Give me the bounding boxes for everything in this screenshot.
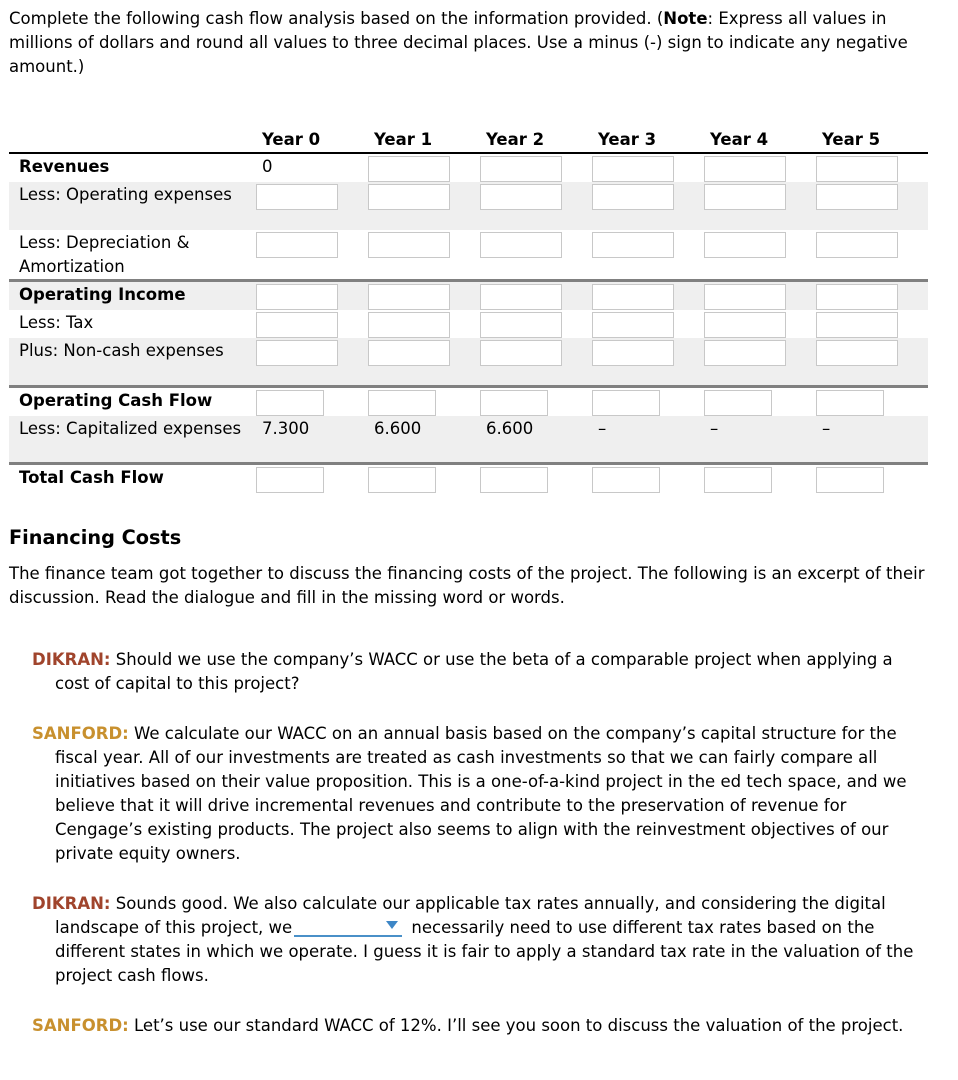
opex-year-3-input[interactable] bbox=[592, 184, 674, 210]
instructions-text: Complete the following cash flow analysis based on the information provided. ( bbox=[9, 9, 664, 28]
capex-year-2-value: 6.600 bbox=[480, 416, 592, 464]
row-capitalized-expenses bbox=[9, 416, 928, 464]
row-label: Less: Depreciation & Amortization bbox=[19, 233, 190, 276]
dialogue-text: Sounds good. We also calculate our applicable tax rates annually, and considering the digital landscape of this project, we bbox=[55, 894, 886, 937]
dialogue-line-4 bbox=[32, 1014, 922, 1038]
capex-year-1-value: 6.600 bbox=[368, 416, 480, 464]
dialogue-line-3 bbox=[32, 892, 922, 988]
table-header-row bbox=[9, 126, 928, 153]
dialogue-text: We calculate our WACC on an annual basis based on the company’s capital structure for the fiscal year. All of our investments are treated as cash investments so that we can fairly compare all initiatives based on their value proposition. This is a one-of-a-kind project in the ed tech space, and we believe that it will drive incremental revenues and contribute to the preservation of revenue for Cengage’s existing products. The project also seems to align with the reinvestment objectives of our private equity owners. bbox=[55, 724, 907, 863]
dep-year-3-input[interactable] bbox=[592, 232, 674, 258]
header-year-1: Year 1 bbox=[368, 126, 480, 153]
row-non-cash-expenses bbox=[9, 338, 928, 386]
header-year-3: Year 3 bbox=[592, 126, 704, 153]
revenues-year-4-input[interactable] bbox=[704, 156, 786, 182]
note-label: Note bbox=[663, 9, 708, 28]
noncash-year-0-input[interactable] bbox=[256, 340, 338, 366]
row-depreciation-amortization bbox=[9, 230, 928, 281]
speaker-dikran: DIKRAN: bbox=[32, 894, 111, 913]
row-label: Total Cash Flow bbox=[9, 464, 256, 494]
noncash-year-2-input[interactable] bbox=[480, 340, 562, 366]
tax-year-0-input[interactable] bbox=[256, 312, 338, 338]
answer-dropdown[interactable] bbox=[294, 917, 402, 937]
row-revenues bbox=[9, 153, 928, 182]
dep-year-4-input[interactable] bbox=[704, 232, 786, 258]
cash-flow-table bbox=[9, 126, 928, 493]
row-label: Operating Income bbox=[9, 281, 256, 311]
dialogue-text-cont: necessarily need to use different tax rates based on the different states in which we operate. I guess it is fair to apply a standard tax rate in the valuation of the project cash flows. bbox=[55, 918, 914, 985]
row-label: Plus: Non-cash expenses bbox=[9, 338, 256, 386]
tcf-year-1-input[interactable] bbox=[368, 467, 436, 493]
dep-year-2-input[interactable] bbox=[480, 232, 562, 258]
revenues-year-1-input[interactable] bbox=[368, 156, 450, 182]
dropdown-caret-icon bbox=[386, 921, 398, 929]
ocf-year-5-input[interactable] bbox=[816, 390, 884, 416]
instructions bbox=[9, 7, 939, 79]
opinc-year-1-input[interactable] bbox=[368, 284, 450, 310]
header-label-blank bbox=[9, 126, 256, 153]
tax-year-1-input[interactable] bbox=[368, 312, 450, 338]
opex-year-5-input[interactable] bbox=[816, 184, 898, 210]
opinc-year-0-input[interactable] bbox=[256, 284, 338, 310]
opex-year-0-input[interactable] bbox=[256, 184, 338, 210]
header-year-2: Year 2 bbox=[480, 126, 592, 153]
dialogue-line-2 bbox=[32, 722, 922, 866]
financing-costs-description: The finance team got together to discuss the financing costs of the project. The following is an excerpt of their discussion. Read the dialogue and fill in the missing word or words. bbox=[9, 564, 925, 607]
header-year-4: Year 4 bbox=[704, 126, 816, 153]
tcf-year-4-input[interactable] bbox=[704, 467, 772, 493]
instructions-text-cont: : Express all values in millions of dollars and round all values to three decimal places. Use a minus (-) sign to indicate any negative amount.) bbox=[9, 9, 908, 76]
opinc-year-3-input[interactable] bbox=[592, 284, 674, 310]
opex-year-4-input[interactable] bbox=[704, 184, 786, 210]
speaker-dikran: DIKRAN: bbox=[32, 650, 111, 669]
speaker-sanford: SANFORD: bbox=[32, 724, 129, 743]
noncash-year-4-input[interactable] bbox=[704, 340, 786, 366]
row-total-cash-flow bbox=[9, 464, 928, 494]
noncash-year-3-input[interactable] bbox=[592, 340, 674, 366]
tcf-year-5-input[interactable] bbox=[816, 467, 884, 493]
dialogue-text: Should we use the company’s WACC or use the beta of a comparable project when applying a cost of capital to this project? bbox=[55, 650, 893, 693]
tax-year-2-input[interactable] bbox=[480, 312, 562, 338]
tax-year-5-input[interactable] bbox=[816, 312, 898, 338]
capex-year-5-value: – bbox=[816, 416, 928, 464]
revenues-year-3-input[interactable] bbox=[592, 156, 674, 182]
row-label: Less: Operating expenses bbox=[9, 182, 256, 230]
dep-year-1-input[interactable] bbox=[368, 232, 450, 258]
capex-year-3-value: – bbox=[592, 416, 704, 464]
row-operating-income bbox=[9, 281, 928, 311]
ocf-year-0-input[interactable] bbox=[256, 390, 324, 416]
tcf-year-2-input[interactable] bbox=[480, 467, 548, 493]
noncash-year-1-input[interactable] bbox=[368, 340, 450, 366]
ocf-year-2-input[interactable] bbox=[480, 390, 548, 416]
row-tax bbox=[9, 310, 928, 338]
revenues-year-2-input[interactable] bbox=[480, 156, 562, 182]
dep-year-0-input[interactable] bbox=[256, 232, 338, 258]
capex-year-0-value: 7.300 bbox=[256, 416, 368, 464]
row-label: Less: Capitalized expenses bbox=[9, 416, 256, 464]
opinc-year-4-input[interactable] bbox=[704, 284, 786, 310]
speaker-sanford: SANFORD: bbox=[32, 1016, 129, 1035]
opinc-year-2-input[interactable] bbox=[480, 284, 562, 310]
revenues-year-0-value: 0 bbox=[262, 157, 273, 176]
ocf-year-4-input[interactable] bbox=[704, 390, 772, 416]
tcf-year-0-input[interactable] bbox=[256, 467, 324, 493]
opex-year-2-input[interactable] bbox=[480, 184, 562, 210]
ocf-year-3-input[interactable] bbox=[592, 390, 660, 416]
row-label: Less: Tax bbox=[19, 313, 94, 332]
tax-year-3-input[interactable] bbox=[592, 312, 674, 338]
header-year-0: Year 0 bbox=[256, 126, 368, 153]
opex-year-1-input[interactable] bbox=[368, 184, 450, 210]
opinc-year-5-input[interactable] bbox=[816, 284, 898, 310]
revenues-year-5-input[interactable] bbox=[816, 156, 898, 182]
tax-year-4-input[interactable] bbox=[704, 312, 786, 338]
ocf-year-1-input[interactable] bbox=[368, 390, 436, 416]
row-operating-expenses bbox=[9, 182, 928, 230]
header-year-5: Year 5 bbox=[816, 126, 928, 153]
dep-year-5-input[interactable] bbox=[816, 232, 898, 258]
row-operating-cash-flow bbox=[9, 386, 928, 416]
capex-year-4-value: – bbox=[704, 416, 816, 464]
tcf-year-3-input[interactable] bbox=[592, 467, 660, 493]
row-label: Operating Cash Flow bbox=[9, 386, 256, 416]
noncash-year-5-input[interactable] bbox=[816, 340, 898, 366]
dialogue-text: Let’s use our standard WACC of 12%. I’ll see you soon to discuss the valuation of the project. bbox=[128, 1016, 904, 1035]
financing-costs-heading: Financing Costs bbox=[9, 526, 182, 549]
row-label: Revenues bbox=[19, 157, 110, 176]
dialogue-line-1 bbox=[32, 648, 922, 696]
